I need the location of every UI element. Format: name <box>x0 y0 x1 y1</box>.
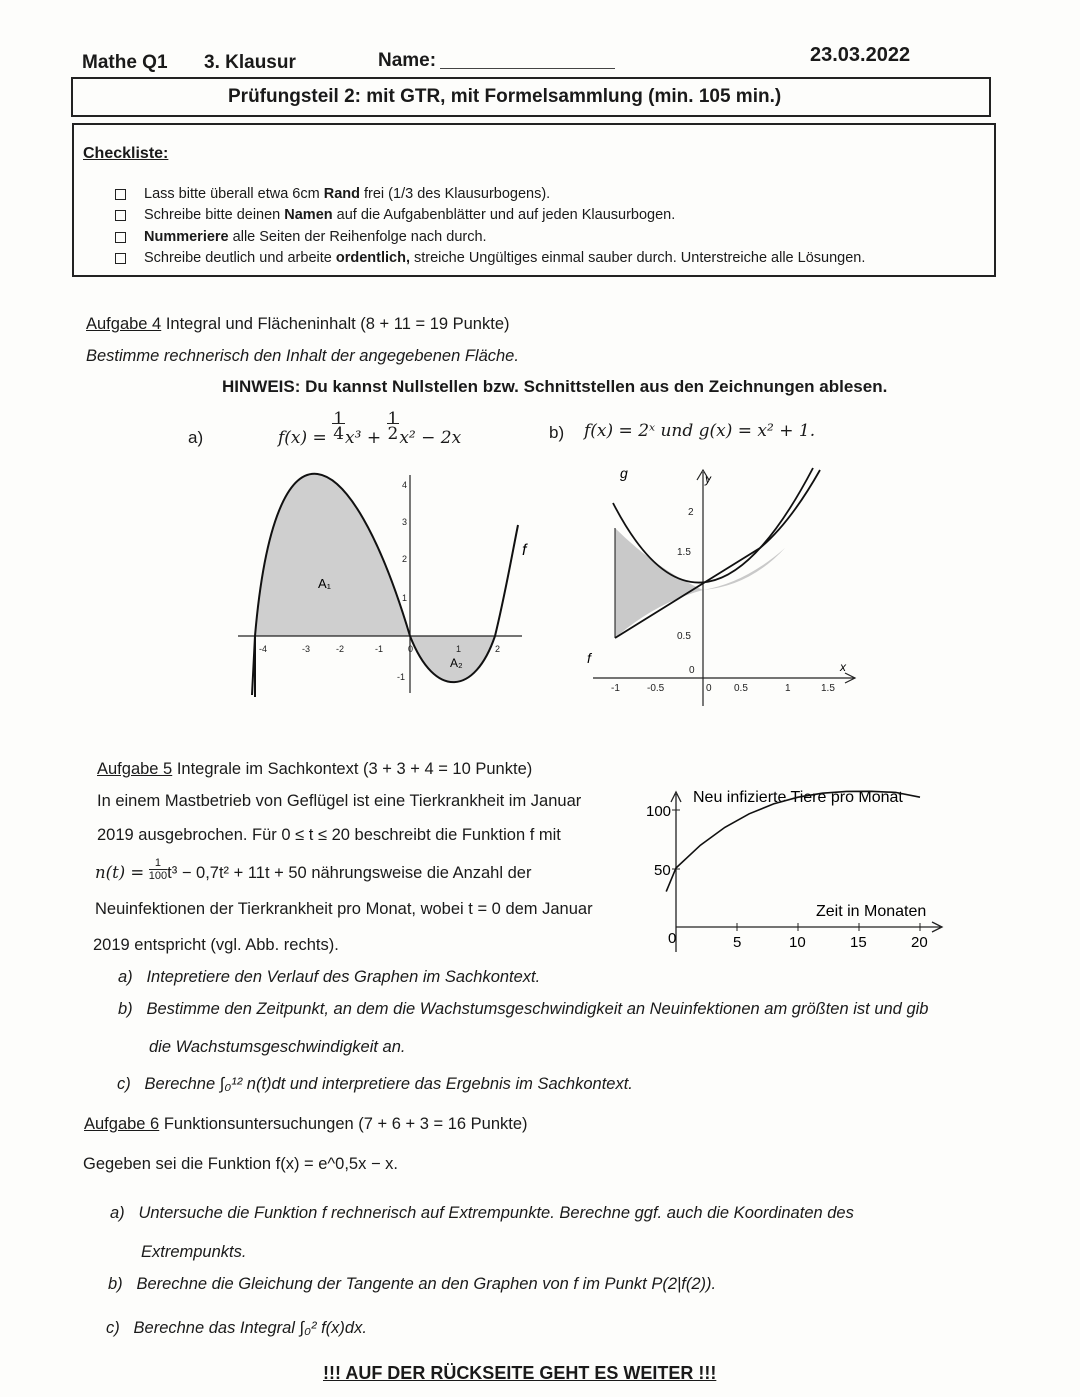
task6-a-cont: Extrempunkts. <box>141 1243 247 1261</box>
task4-hint: HINWEIS: Du kannst Nullstellen bzw. Schnittstellen aus den Zeichnungen ablesen. <box>222 377 888 396</box>
task4-instruction: Bestimme rechnerisch den Inhalt der angegebenen Fläche. <box>86 347 519 365</box>
checklist-item: Schreibe deutlich und arbeite ordentlich, streiche Ungültiges einmal sauber durch. Unterstreiche alle Lösungen. <box>115 250 865 266</box>
x-tick: -1 <box>375 644 384 654</box>
task6-a: a) Untersuche die Funktion f rechnerisch auf Extrempunkte. Berechne ggf. auch die Koordinaten des <box>110 1204 854 1222</box>
x-tick: 1 <box>785 683 791 694</box>
y-tick: 50 <box>654 862 671 879</box>
checklist-item: Nummeriere alle Seiten der Reihenfolge nach durch. <box>115 229 487 245</box>
checklist-item: Lass bitte überall etwa 6cm Rand frei (1/3 des Klausurbogens). <box>115 186 550 202</box>
task6-title-rest: Funktionsuntersuchungen (7 + 6 + 3 = 16 Punkte) <box>159 1115 528 1133</box>
graph-b <box>585 458 865 708</box>
task5-function: $n(t) = \frac{1}{100}t^3 - 0,7t^2 + 11t + 50$ nährungsweise die Anzahl der <box>95 857 532 883</box>
task4a-formula: f(x) = 1 4x³ + 1 2x² − 2x <box>278 409 462 448</box>
task4b-formula: f(x) = 2ˣ und g(x) = x² + 1. <box>584 421 816 441</box>
chart-title: Neu infizierte Tiere pro Monat <box>693 789 903 806</box>
task6-heading <box>84 1115 528 1134</box>
chart-xlabel: Zeit in Monaten <box>816 903 927 920</box>
y-tick: 0 <box>689 665 695 676</box>
y-tick: 0 <box>668 930 677 947</box>
x-tick: 0 <box>408 644 414 654</box>
fn-g-label: g <box>620 465 628 481</box>
checklist-title: Checkliste: <box>83 145 169 162</box>
checkbox-icon[interactable] <box>115 189 126 200</box>
task5-b-cont: die Wachstumsgeschwindigkeit an. <box>149 1038 406 1056</box>
x-tick: -3 <box>302 644 311 654</box>
exam-label: 3. Klausur <box>204 52 296 73</box>
infection-chart <box>640 780 950 960</box>
task4a-label: a) <box>188 428 204 447</box>
footer-note: !!! AUF DER RÜCKSEITE GEHT ES WEITER !!! <box>323 1363 717 1383</box>
y-tick: 3 <box>402 517 408 527</box>
task5-heading <box>97 760 532 779</box>
series-line <box>666 791 920 891</box>
fn-f-label: f <box>587 650 591 666</box>
task4b-label: b) <box>549 423 565 442</box>
task5-line: 2019 entspricht (vgl. Abb. rechts). <box>93 936 339 954</box>
x-tick: -1 <box>611 683 620 694</box>
task5-title-rest: Integrale im Sachkontext (3 + 3 + 4 = 10 Punkte) <box>172 760 533 778</box>
x-tick: 1.5 <box>821 683 835 694</box>
task6-c: c) Berechne das Integral ∫₀² f(x)dx. <box>106 1319 367 1337</box>
task4-title: Aufgabe 4 <box>86 315 162 333</box>
course-label: Mathe Q1 <box>82 52 168 73</box>
graph-a <box>230 465 530 705</box>
checkbox-icon[interactable] <box>115 232 126 243</box>
task5-a: a) Intepretiere den Verlauf des Graphen im Sachkontext. <box>118 968 541 986</box>
x-tick: -4 <box>259 644 268 654</box>
task5-line: Neuinfektionen der Tierkrankheit pro Monat, wobei t = 0 dem Januar <box>95 900 593 918</box>
x-tick: 5 <box>733 934 742 951</box>
task5-line: 2019 ausgebrochen. Für 0 ≤ t ≤ 20 beschreibt die Funktion f mit <box>97 826 561 844</box>
axis-x-label: x <box>840 660 846 674</box>
task6-given: Gegeben sei die Funktion f(x) = e^0,5x − x. <box>83 1155 398 1173</box>
y-tick: -1 <box>397 672 406 682</box>
y-tick: 2 <box>688 507 694 518</box>
y-tick: 4 <box>402 480 408 490</box>
task4-heading <box>86 315 510 334</box>
x-tick: 20 <box>911 934 928 951</box>
y-tick: 1.5 <box>677 547 691 558</box>
x-tick: 1 <box>456 644 462 654</box>
checklist-item: Schreibe bitte deinen Namen auf die Aufgabenblätter und auf jeden Klausurbogen. <box>115 207 675 223</box>
task6-b: b) Berechne die Gleichung der Tangente an den Graphen von f im Punkt P(2|f(2)). <box>108 1275 717 1293</box>
task5-b: b) Bestimme den Zeitpunkt, an dem die Wachstumsgeschwindigkeit an Neuinfektionen am größten ist und gib <box>118 1000 929 1018</box>
name-label: Name: <box>378 50 437 71</box>
part-title: Prüfungsteil 2: mit GTR, mit Formelsammlung (min. 105 min.) <box>228 86 782 107</box>
x-tick: 0.5 <box>734 683 748 694</box>
y-tick: 0.5 <box>677 631 691 642</box>
area-between-right <box>703 548 785 590</box>
checkbox-icon[interactable] <box>115 253 126 264</box>
x-tick: -2 <box>336 644 345 654</box>
area-a2-label: A₂ <box>450 656 463 670</box>
area-a1 <box>255 474 410 636</box>
task6-title: Aufgabe 6 <box>84 1115 160 1133</box>
y-tick: 100 <box>646 803 672 820</box>
x-tick: 15 <box>850 934 867 951</box>
x-tick: 2 <box>495 644 501 654</box>
area-a1-label: A₁ <box>318 576 332 591</box>
name-line <box>440 68 615 69</box>
x-tick: 10 <box>789 934 806 951</box>
x-tick: -0.5 <box>647 683 665 694</box>
fn-f-label: f <box>522 542 527 559</box>
exam-date: 23.03.2022 <box>810 44 911 66</box>
checkbox-icon[interactable] <box>115 210 126 221</box>
area-between-left <box>615 528 703 638</box>
task5-c: c) Berechne ∫₀¹² n(t)dt und interpretiere das Ergebnis im Sachkontext. <box>117 1075 633 1093</box>
x-tick: 0 <box>706 683 712 694</box>
task5-title: Aufgabe 5 <box>97 760 173 778</box>
part-title-box <box>71 77 991 117</box>
y-tick: 2 <box>402 554 408 564</box>
task4-title-rest: Integral und Flächeninhalt (8 + 11 = 19 Punkte) <box>161 315 510 333</box>
y-tick: 1 <box>402 593 408 603</box>
task5-line: In einem Mastbetrieb von Geflügel ist eine Tierkrankheit im Januar <box>97 792 582 810</box>
axis-y-label: y <box>705 472 711 486</box>
